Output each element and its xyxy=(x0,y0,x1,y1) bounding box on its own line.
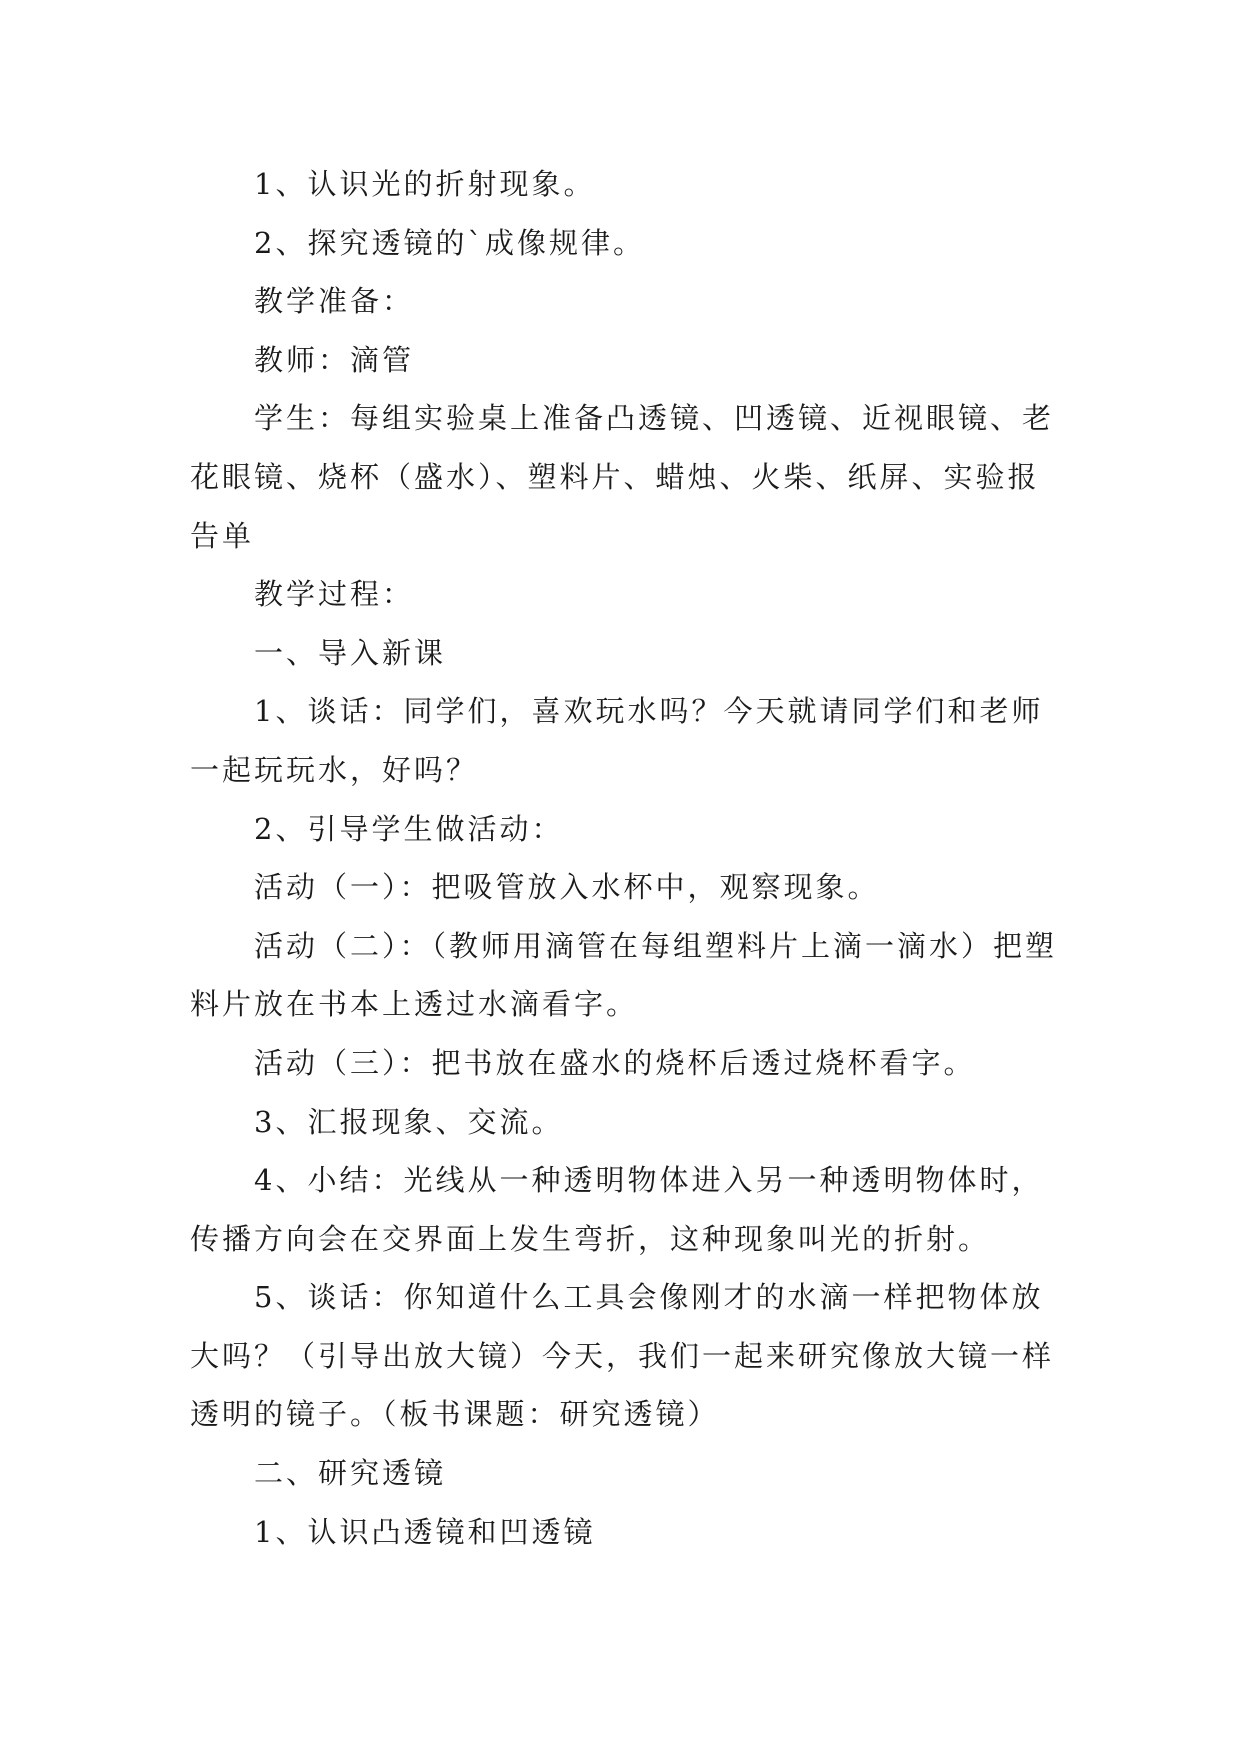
paragraph-teacher-materials: 教师：滴管 xyxy=(254,342,415,377)
paragraph-step-1: 1、谈话：同学们，喜欢玩水吗？今天就请同学们和老师一起玩玩水，好吗？ xyxy=(190,694,1044,787)
paragraph-step-4: 4、小结：光线从一种透明物体进入另一种透明物体时，传播方向会在交界面上发生弯折，这种现象叫光的折射。 xyxy=(190,1163,1044,1256)
paragraph-student-materials: 学生：每组实验桌上准备凸透镜、凹透镜、近视眼镜、老花眼镜、烧杯（盛水）、塑料片、蜡烛、火柴、纸屏、实验报告单 xyxy=(190,401,1055,553)
paragraph-section-1-heading: 一、导入新课 xyxy=(254,635,447,670)
paragraph-section-2-heading: 二、研究透镜 xyxy=(254,1456,447,1491)
paragraph-step-5: 5、谈话：你知道什么工具会像刚才的水滴一样把物体放大吗？（引导出放大镜）今天，我们一起来研究像放大镜一样透明的镜子。（板书课题：研究透镜） xyxy=(190,1280,1055,1432)
paragraph-process-heading: 教学过程： xyxy=(254,577,415,612)
paragraph-objective-1: 1、认识光的折射现象。 xyxy=(254,167,596,201)
paragraph-step-2: 2、引导学生做活动： xyxy=(254,811,564,846)
paragraph-section-2-step-1: 1、认识凸透镜和凹透镜 xyxy=(254,1514,596,1549)
paragraph-activity-1: 活动（一）：把吸管放入水杯中，观察现象。 xyxy=(254,870,880,905)
paragraph-step-3: 3、汇报现象、交流。 xyxy=(254,1104,564,1139)
paragraph-preparation-heading: 教学准备： xyxy=(254,284,415,319)
paragraph-objective-2: 2、探究透镜的`成像规律。 xyxy=(254,225,645,260)
document-body xyxy=(190,155,1060,1561)
paragraph-activity-2: 活动（二）：（教师用滴管在每组塑料片上滴一滴水）把塑料片放在书本上透过水滴看字。 xyxy=(190,928,1058,1022)
paragraph-activity-3: 活动（三）：把书放在盛水的烧杯后透过烧杯看字。 xyxy=(254,1045,976,1080)
